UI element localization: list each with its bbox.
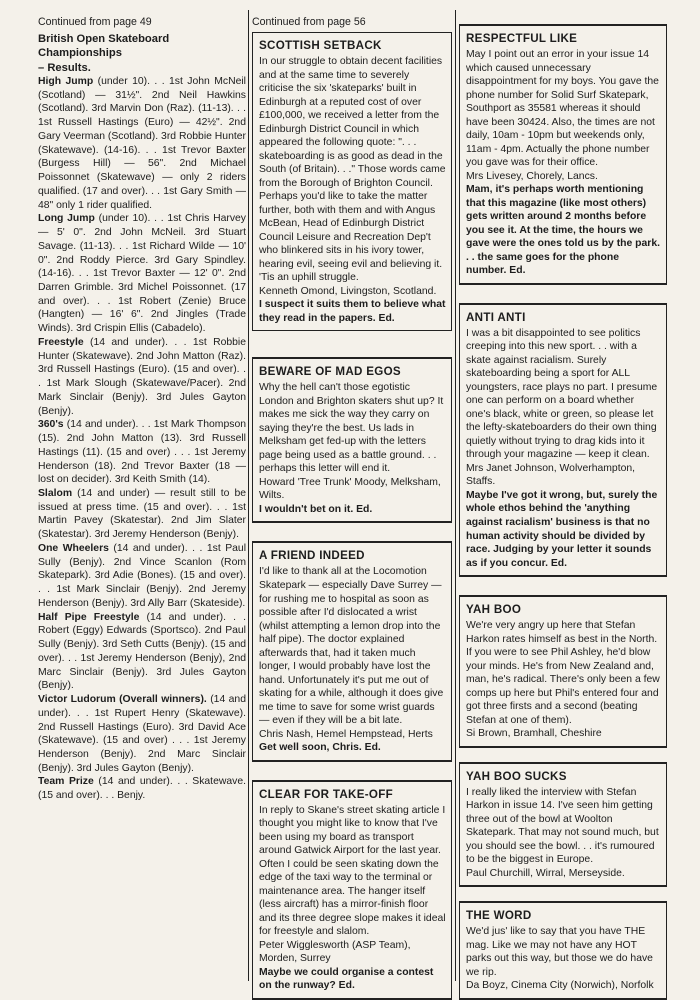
letter-body: I was a bit disappointed to see politics creeping into this new sport. . . with a skate against racialism. Surely skateboarding being a sport for ALL youngsters, race plays no part. I presume one can perform on a board whether one's black, white or green, so please let the lefty-skateboarders do their own thing quietly without trying to drag kids into it through your magazine — keep it clean. [466,327,658,461]
letter-body: In our struggle to obtain decent facilities and at the same time to severely criticise the six 'skateparks' built in Edinburgh at a reputed cost of over £100,000, we received a letter from the Edinburgh District Council in which appeared the following quote: ". . . skateboarding is as good as dead in the South (of Britain). . ." Those words came from the Borough of Brighton Council. Perhaps you'd like to take the matter further, both with them and with Angus McBean, Head of Edinburgh District Council Leisure and Recreation Dep't who blinkered sits in his ivory tower, hearing evil, seeing evil and believing it. 'Tis an uphill struggle. [259,56,446,284]
letters-column-right [459,24,667,1000]
column-divider-left [248,10,249,981]
results-column [38,14,246,803]
editor-reply: I suspect it suits them to believe what they read in the papers. Ed. [259,299,446,324]
result-item: One Wheelers (14 and under). . . 1st Paul Sully (Benjy). 2nd Vince Scanlon (Rom Skatepark). 3rd Adie (Bones). (15 and over). . . 1st Mark Sinclair (Benjy). 2nd Jeremy Henderson (Benjy). 3rd Ally Barr (Skateside). [38,542,247,609]
letter-title: YAH BOO [466,603,522,617]
letter-signature: Da Boyz, Cinema City (Norwich), Norfolk [466,980,654,992]
results-heading: British Open Skateboard Championships – Results. [38,33,170,74]
continued-note: Continued from page 49 [38,16,152,28]
editor-reply: I wouldn't bet on it. Ed. [259,503,373,515]
letter-body: We'd jus' like to say that you have THE mag. Like we may not have any HOT parks out this way, but those we do have we rip. [466,926,653,978]
editor-reply: Maybe we could organise a contest on the runway? Ed. [259,966,434,992]
letter-the-word [459,901,667,1000]
letter-signature: Peter Wigglesworth (ASP Team), Morden, Surrey [259,939,411,965]
editor-reply: Maybe I've got it wrong, but, surely the whole ethos behind the 'anything against racialism' business is that no human activity should be divided by race. Judging by your letter it sounds as if you concur. Ed. [466,489,658,569]
letter-signature: Si Brown, Bramhall, Cheshire [466,728,602,740]
letter-anti-anti [459,303,667,577]
letter-clear-for-take-off [252,780,452,1000]
letter-body: Why the hell can't those egotistic London and Brighton skaters shut up? It makes me sick the way they carry on saying they're the best. Us lads in Melksham get fed-up with the letters page being used as a battle ground. . . perhaps this letter will end it. [259,382,444,475]
letter-signature: Howard 'Tree Trunk' Moody, Melksham, Wilts. [259,476,441,502]
letter-beware-of-mad-egos [252,357,452,523]
letter-title: ANTI ANTI [466,310,526,324]
letter-yah-boo [459,595,667,748]
letter-signature: Paul Churchill, Wirral, Merseyside. [466,867,625,879]
editor-reply: Get well soon, Chris. Ed. [259,742,381,754]
result-item: Freestyle (14 and under). . . 1st Robbie Hunter (Skatewave). 2nd John Matton (Raz). 3rd Russell Hastings (Euro). (15 and over). . . 1st Mark Slough (Skatewave/Pacer). 2nd Mark Sinclair (Benjy). 3rd Jules Gayton (Benjy). [38,336,246,417]
column-divider-right [455,10,456,981]
result-item: High Jump (under 10). . . 1st John McNeil (Scotland) — 31½". 2nd Neil Hawkins (Scotland). 3rd Marvin Don (Raz). (11-13). . . 1st Russell Hastings (Euro) — 42½". 2nd Gary Veerman (Scotland). 3rd Robbie Hunter (Skatewave). (14-16). . . 1st Trevor Baxter (Burgess Hill) — 56". 2nd Michael Poissonnet (Skatewave) — only 2 riders qualified. (17 and over). . . 1st Gary Smith — 48" only 1 rider qualified. [38,75,246,211]
letter-body: In reply to Skane's street skating article I thought you might like to know that I've been using my board as transport around Gatwick Airport for the last year. Often I could be seen skating down the edge of the taxi way to the terminal or maintenance area. The hanger itself (less aircraft) has a mirror-finish floor and its three degree slope makes it ideal for freestyle and slalom. [259,804,446,938]
result-item: Slalom (14 and under) — result still to be issued at press time. (15 and over). . . 1st Martin Pavey (Skatestar). 2nd Jim Slater (Skatestar). 3rd Jeremy Henderson (Benjy). [38,488,246,541]
letter-signature: Kenneth Omond, Livingston, Scotland. [259,285,437,297]
result-item: Half Pipe Freestyle (14 and under). . . Robert (Eggy) Edwards (Sportsco). 2nd Paul Sully (Benjy). 3rd Seth Cutts (Benjy). (15 and over). . . 1st Jeremy Henderson (Benjy), 2nd Marc Sinclair (Benjy). 3rd Jules Gayton (Benjy). [38,611,246,692]
result-item: 360's (14 and under). . . 1st Mark Thompson (15). 2nd John Matton (13). 3rd Russell Hastings (11). (15 and over) . . . 1st Jeremy Henderson (18). 2nd Trevor Baxter (18 — lost on decider). 3rd Keith Smith (14). [38,419,246,486]
letter-title: YAH BOO SUCKS [466,769,567,783]
result-item: Victor Ludorum (Overall winners). (14 and under). . . 1st Rupert Henry (Skatewave). 2nd Russell Hastings (Euro). 3rd David Ace (Skatewave). (15 and over) . . . 1st Jeremy Henderson (Benjy). 2nd Marc Sinclair (Benjy). 3rd Jules Gayton (Benjy). [38,694,246,774]
letter-signature: Chris Nash, Hemel Hempstead, Herts [259,728,433,740]
letter-body: I'd like to thank all at the Locomotion Skatepark — especially Dave Surrey — for rushing me to hospital as soon as possible after I'd dislocated a wrist (whilst attempting a lemon drop into the half pipe). The doctor explained afterwards that, had it taken much longer, I would probably have lost the hand. Unfortunately it's put me out of skating for a while, although it does give me time to save for some wrist guards — even if they will be a bit late. [259,566,444,727]
letter-title: CLEAR FOR TAKE-OFF [259,787,393,801]
letter-yah-boo-sucks [459,762,667,888]
result-item: Team Prize (14 and under). . . Skatewave. (15 and over). . . Benjy. [38,776,246,802]
letter-title: SCOTTISH SETBACK [259,39,382,52]
letters-column-middle [252,14,452,1000]
letter-respectful-like [459,24,667,285]
letter-signature: Mrs Livesey, Chorely, Lancs. [466,170,598,182]
letter-scottish-setback [252,32,452,331]
letter-title: BEWARE OF MAD EGOS [259,365,401,379]
letter-title: A FRIEND INDEED [259,549,365,563]
letter-body: We're very angry up here that Stefan Harkon rates himself as best in the North. If you were to see Phil Ashley, he'd blow your minds. He's from New Zealand and, man, he's radical. There's only been a few comps up here but Phil's entered four and got three firsts and a second (beating Stefan at one of them). [466,620,660,726]
result-item: Long Jump (under 10). . . 1st Chris Harvey — 5' 0". 2nd John McNeil. 3rd Stuart Savage. (11-13). . . 1st Richard Wilde — 10' 0". 2nd Roddy Pierce. 3rd Gary Spindley. (14-16). . . 1st Trevor Baxter — 12' 0". 2nd Darren Grimble. 3rd Michel Poissonnet. (17 and over). . . 1st Robert (Zenie) Bruce (Hangten) — 16' 6". 2nd Jingles (Trade Winds). 3rd Crispin Ellis (Cabadelo). [38,213,246,335]
letter-signature: Mrs Janet Johnson, Wolverhampton, Staffs. [466,462,636,488]
letter-body: May I point out an error in your issue 14 which caused unnecessary disappointment for my boys. You gave the phone number for Solid Surf Skatepark, Southport as 35581 whereas it should have been 30424. Also, the times are not daily, 10am - 10pm but weekends only, 11am - 4pm. Actually the phone number you gave was for their office. [466,49,659,169]
editor-reply: Mam, it's perhaps worth mentioning that this magazine (like most others) gets written around 2 months before you see it. At the time, the hours we gave were the ones told us by the park. . . the same goes for the phone number. Ed. [466,184,661,277]
continued-note: Continued from page 56 [252,16,366,28]
results-list [38,75,246,803]
letter-a-friend-indeed [252,541,452,761]
letter-title: RESPECTFUL LIKE [466,32,578,45]
letter-body: I really liked the interview with Stefan Harkon in issue 14. I've seen him getting three out of the bowl at Woolton Skatepark. That may not sound much, but you should see the bowl. . . it's rumoured to be the biggest in Europe. [466,786,659,866]
letter-title: THE WORD [466,909,532,923]
